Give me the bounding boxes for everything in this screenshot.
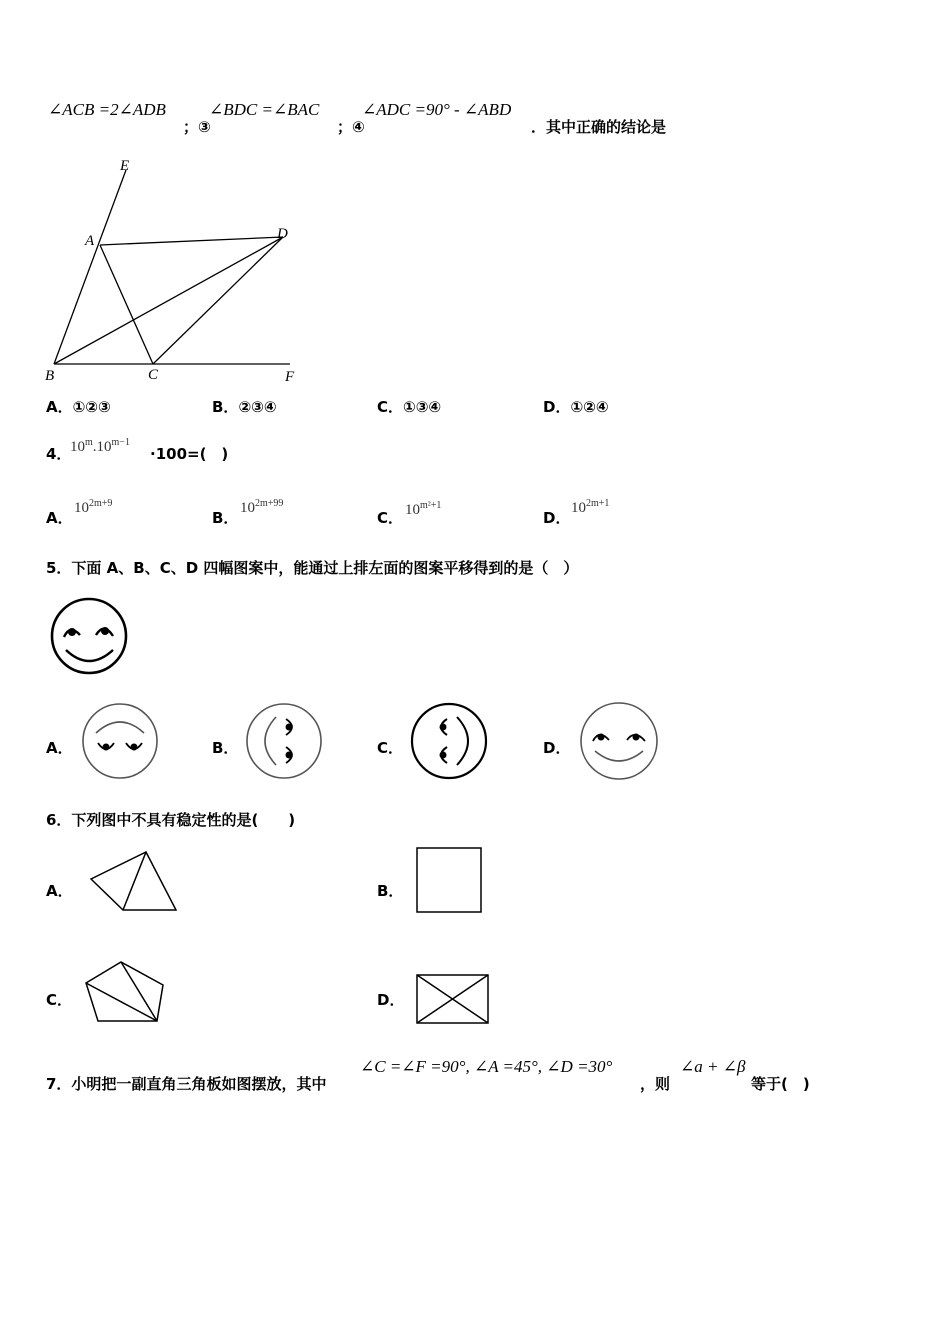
q5-option-c: C． (377, 739, 404, 757)
label-E: E (120, 158, 130, 174)
q3-option-d: D．①②④ (543, 398, 609, 416)
q4-option-d-key: D． (543, 509, 571, 527)
q4-number: 4． (46, 445, 72, 463)
label-A: A (85, 233, 95, 249)
q6-option-a: A． (46, 882, 73, 900)
q4-question-tail: ·100=( ) (150, 445, 229, 463)
q4-option-c-key: C． (377, 509, 404, 527)
option-b-square (417, 848, 481, 912)
q3-option-c: C．①③④ (377, 398, 442, 416)
q7-angle-conditions: ∠C =∠F =90°, ∠A =45°, ∠D =30° (360, 1057, 613, 1076)
q4-option-d-value: $10^{2m+1}$ (571, 498, 610, 516)
q7-angle-sum: ∠a + ∠β (680, 1057, 746, 1076)
q7-tail: 等于( ) (751, 1075, 810, 1093)
option-a-triangles (91, 852, 176, 910)
q4-option-a-key: A． (46, 509, 73, 527)
option-d-rectangle-diagonals (417, 975, 488, 1023)
q3-conclusion-4: ∠ADC =90° - ∠ABD (362, 100, 512, 119)
q4-option-b-value: $10^{2m+99}$ (240, 498, 284, 516)
q4-option-b-key: B． (212, 509, 239, 527)
q3-conclusion-2: ∠ACB =2∠ADB (48, 100, 166, 119)
q5-option-d: D． (543, 739, 571, 757)
q6-stem: 6．下列图中不具有稳定性的是( ) (46, 811, 296, 829)
label-B: B (45, 368, 55, 384)
q6-option-c: C． (46, 991, 73, 1009)
q3-conclusion-3: ∠BDC =∠BAC (209, 100, 320, 119)
q6-option-b: B． (377, 882, 404, 900)
q4-option-a-value: $10^{2m+9}$ (74, 498, 113, 516)
q7-prefix: 7．小明把一副直角三角板如图摆放，其中 (46, 1075, 327, 1093)
q5-stem: 5．下面 A、B、C、D 四幅图案中，能通过上排左面的图案平移得到的是（ ） (46, 559, 579, 577)
q4-option-c-value: $10^{m^2+1}$ (405, 500, 442, 518)
option-c-pentagon (86, 962, 163, 1021)
q3-question-tail: ．其中正确的结论是 (531, 118, 667, 136)
q5-option-b: B． (212, 739, 239, 757)
label-F: F (285, 369, 295, 385)
q5-option-a: A． (46, 739, 73, 757)
q3-separator-4: ；④ (337, 118, 365, 136)
q6-option-d: D． (377, 991, 405, 1009)
q4-expression: $10^m.10^{m-1}$ (70, 437, 130, 455)
q3-separator-3: ；③ (183, 118, 211, 136)
q7-then: ，则 (640, 1075, 671, 1093)
label-D: D (277, 226, 288, 242)
label-C: C (148, 367, 159, 383)
q3-option-b: B．②③④ (212, 398, 277, 416)
q3-option-a: A．①②③ (46, 398, 111, 416)
